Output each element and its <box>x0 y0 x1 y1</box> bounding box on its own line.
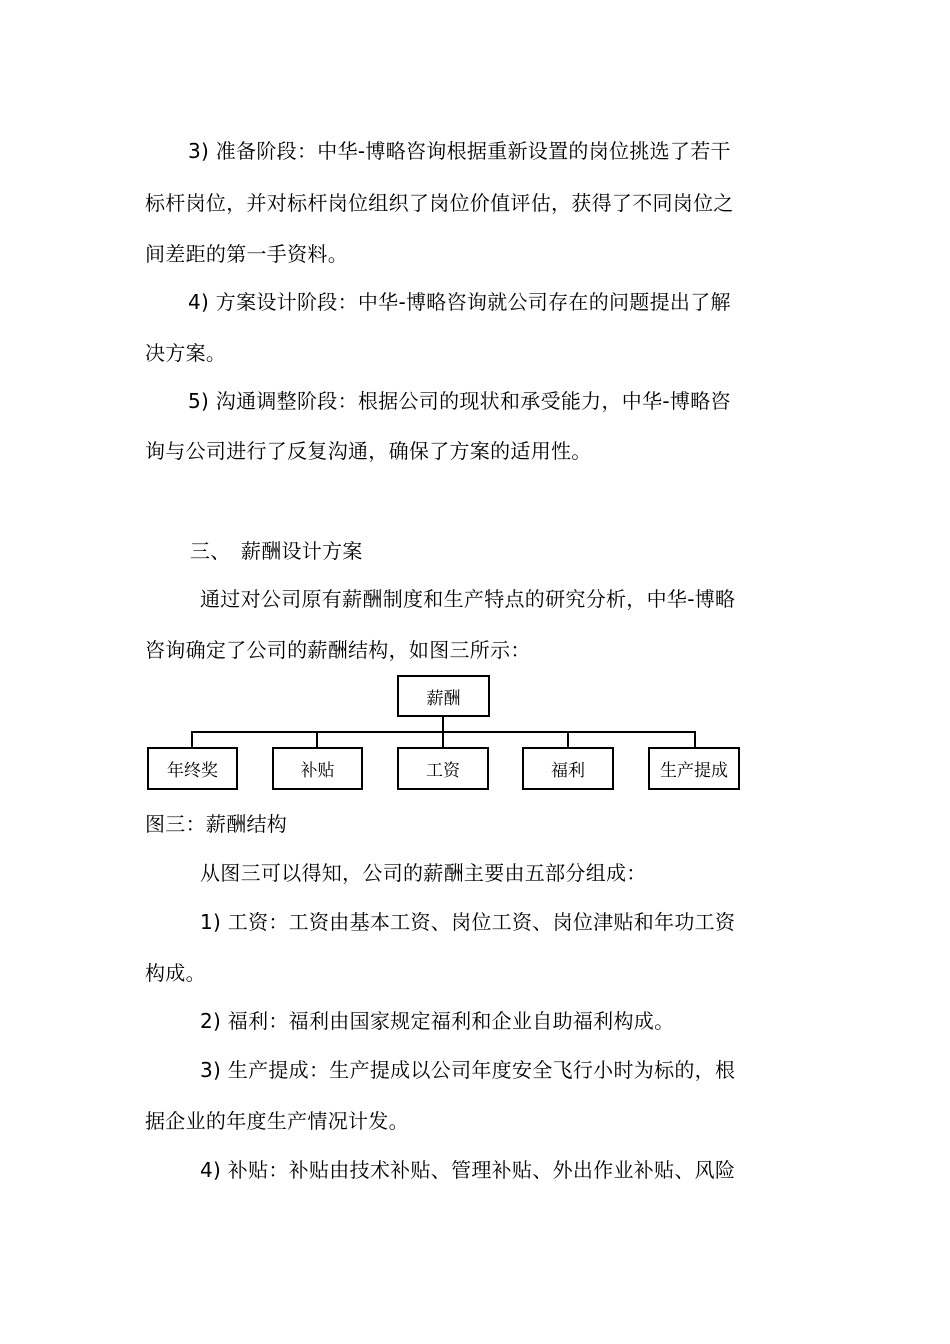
chart-box-year-end-bonus: 年终奖 <box>147 747 238 790</box>
chart-box-subsidy: 补贴 <box>272 747 363 790</box>
figure-caption: 图三：薪酬结构 <box>145 812 288 836</box>
item-3-line-1: 3) 生产提成：生产提成以公司年度安全飞行小时为标的，根 <box>200 1058 736 1082</box>
item-3-line-2: 据企业的年度生产情况计发。 <box>145 1109 409 1133</box>
chart-box-production-commission: 生产提成 <box>648 747 740 790</box>
chart-box-wage: 工资 <box>397 747 489 790</box>
paragraph-3-line-1: 3) 准备阶段：中华-博略咨询根据重新设置的岗位挑选了若干 <box>188 139 731 163</box>
chart-child-connector <box>442 731 444 748</box>
paragraph-5-line-2: 询与公司进行了反复沟通，确保了方案的适用性。 <box>145 439 592 463</box>
item-1-line-1: 1) 工资：工资由基本工资、岗位工资、岗位津贴和年功工资 <box>200 910 736 934</box>
item-4-line-1: 4) 补贴：补贴由技术补贴、管理补贴、外出作业补贴、风险 <box>200 1158 736 1182</box>
chart-box-welfare: 福利 <box>522 747 614 790</box>
paragraph-3-line-2: 标杆岗位，并对标杆岗位组织了岗位价值评估，获得了不同岗位之 <box>145 191 734 215</box>
chart-child-connector <box>316 731 318 748</box>
paragraph-5-line-1: 5) 沟通调整阶段：根据公司的现状和承受能力，中华-博略咨 <box>188 389 731 413</box>
section-intro-line-2: 咨询确定了公司的薪酬结构，如图三所示： <box>145 638 531 662</box>
item-2-line-1: 2) 福利：福利由国家规定福利和企业自助福利构成。 <box>200 1009 675 1033</box>
chart-root-box: 薪酬 <box>397 675 490 717</box>
section-intro-line-1: 通过对公司原有薪酬制度和生产特点的研究分析，中华-博略 <box>200 587 736 611</box>
paragraph-4-line-1: 4) 方案设计阶段：中华-博略咨询就公司存在的问题提出了解 <box>188 290 731 314</box>
item-1-line-2: 构成。 <box>145 961 206 985</box>
chart-child-connector <box>694 731 696 748</box>
paragraph-3-line-3: 间差距的第一手资料。 <box>145 242 348 266</box>
section-heading: 三、 薪酬设计方案 <box>190 539 363 563</box>
summary-line: 从图三可以得知，公司的薪酬主要由五部分组成： <box>200 861 647 885</box>
chart-root-connector <box>442 717 444 732</box>
paragraph-4-line-2: 决方案。 <box>145 341 227 365</box>
chart-child-connector <box>191 731 193 748</box>
chart-child-connector <box>567 731 569 748</box>
